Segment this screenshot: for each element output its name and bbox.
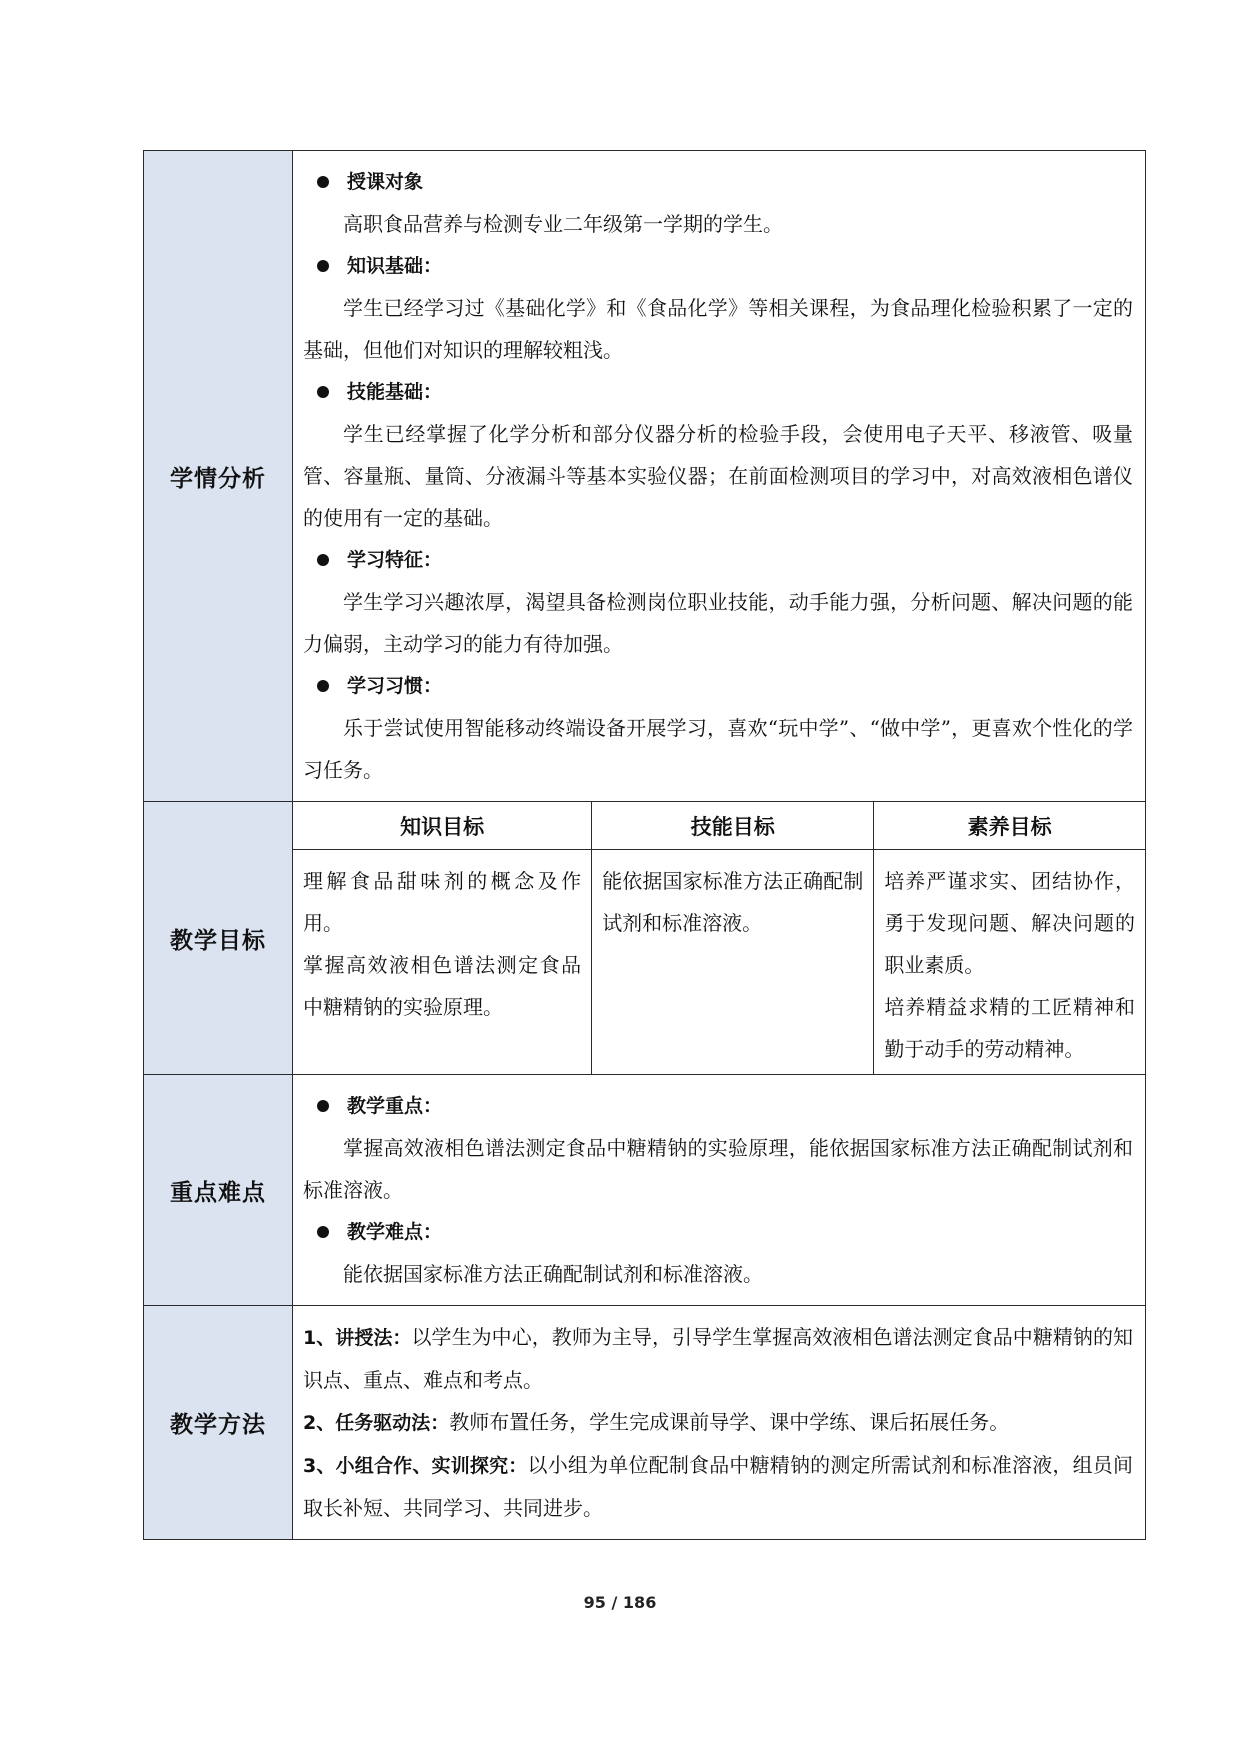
methods-label: 教学方法 (144, 1306, 293, 1540)
analysis-row (144, 151, 1146, 802)
bullet-icon (317, 260, 329, 272)
bullet-text: 高职食品营养与检测专业二年级第一学期的学生。 (343, 212, 783, 236)
page-number: 95 / 186 (583, 1593, 657, 1612)
methods-row (144, 1306, 1146, 1540)
method-item: 3、小组合作、实训探究：以小组为单位配制食品中糖精钠的测定所需试剂和标准溶液，组员间取长补短、共同学习、共同进步。 (303, 1453, 1133, 1520)
bullet-heading: 学习特征： (303, 539, 1133, 581)
bullet-text: 能依据国家标准方法正确配制试剂和标准溶液。 (343, 1262, 763, 1286)
bullet-text: 学生已经学习过《基础化学》和《食品化学》等相关课程，为食品理化检验积累了一定的基础，但他们对知识的理解较粗浅。 (303, 296, 1133, 362)
focus-row (144, 1075, 1146, 1306)
bullet-icon (317, 1226, 329, 1238)
analysis-content (293, 151, 1146, 802)
focus-content (293, 1075, 1146, 1306)
bullet-text: 乐于尝试使用智能移动终端设备开展学习，喜欢“玩中学”、“做中学”，更喜欢个性化的学习任务。 (303, 716, 1133, 782)
goals-header-skill: 技能目标 (592, 802, 874, 850)
bullet-icon (317, 554, 329, 566)
bullet-heading: 技能基础： (303, 371, 1133, 413)
method-item: 2、任务驱动法：教师布置任务，学生完成课前导学、课中学练、课后拓展任务。 (303, 1410, 1010, 1434)
bullet-text: 掌握高效液相色谱法测定食品中糖精钠的实验原理，能依据国家标准方法正确配制试剂和标准溶液。 (303, 1136, 1133, 1202)
method-item: 1、讲授法：以学生为中心，教师为主导，引导学生掌握高效液相色谱法测定食品中糖精钠的知识点、重点、难点和考点。 (303, 1325, 1133, 1392)
lesson-plan-table (143, 150, 1146, 1540)
focus-label: 重点难点 (144, 1075, 293, 1306)
bullet-icon (317, 176, 329, 188)
bullet-heading: 授课对象 (303, 161, 1133, 203)
bullet-icon (317, 680, 329, 692)
goals-skill-cell: 能依据国家标准方法正确配制试剂和标准溶液。 (592, 850, 874, 1075)
bullet-heading: 教学难点： (303, 1211, 1133, 1253)
bullet-heading: 学习习惯： (303, 665, 1133, 707)
goals-row (144, 802, 1146, 1075)
goals-content (293, 802, 1146, 1075)
goals-header-knowledge: 知识目标 (293, 802, 592, 850)
bullet-text: 学生已经掌握了化学分析和部分仪器分析的检验手段，会使用电子天平、移液管、吸量管、容量瓶、量筒、分液漏斗等基本实验仪器；在前面检测项目的学习中，对高效液相色谱仪的使用有一定的基础。 (303, 422, 1133, 530)
goals-header-quality: 素养目标 (874, 802, 1145, 850)
goals-label: 教学目标 (144, 802, 293, 1075)
bullet-heading: 知识基础： (303, 245, 1133, 287)
bullet-heading: 教学重点： (303, 1085, 1133, 1127)
analysis-label: 学情分析 (144, 151, 293, 802)
goals-quality-cell: 培养严谨求实、团结协作，勇于发现问题、解决问题的职业素质。 培养精益求精的工匠精神和勤于动手的劳动精神。 (874, 850, 1145, 1075)
goals-table (293, 802, 1145, 1074)
bullet-icon (317, 386, 329, 398)
methods-content (293, 1306, 1146, 1540)
bullet-text: 学生学习兴趣浓厚，渴望具备检测岗位职业技能，动手能力强，分析问题、解决问题的能力偏弱，主动学习的能力有待加强。 (303, 590, 1133, 656)
goals-knowledge-cell: 理解食品甜味剂的概念及作用。 掌握高效液相色谱法测定食品中糖精钠的实验原理。 (293, 850, 592, 1075)
bullet-icon (317, 1100, 329, 1112)
